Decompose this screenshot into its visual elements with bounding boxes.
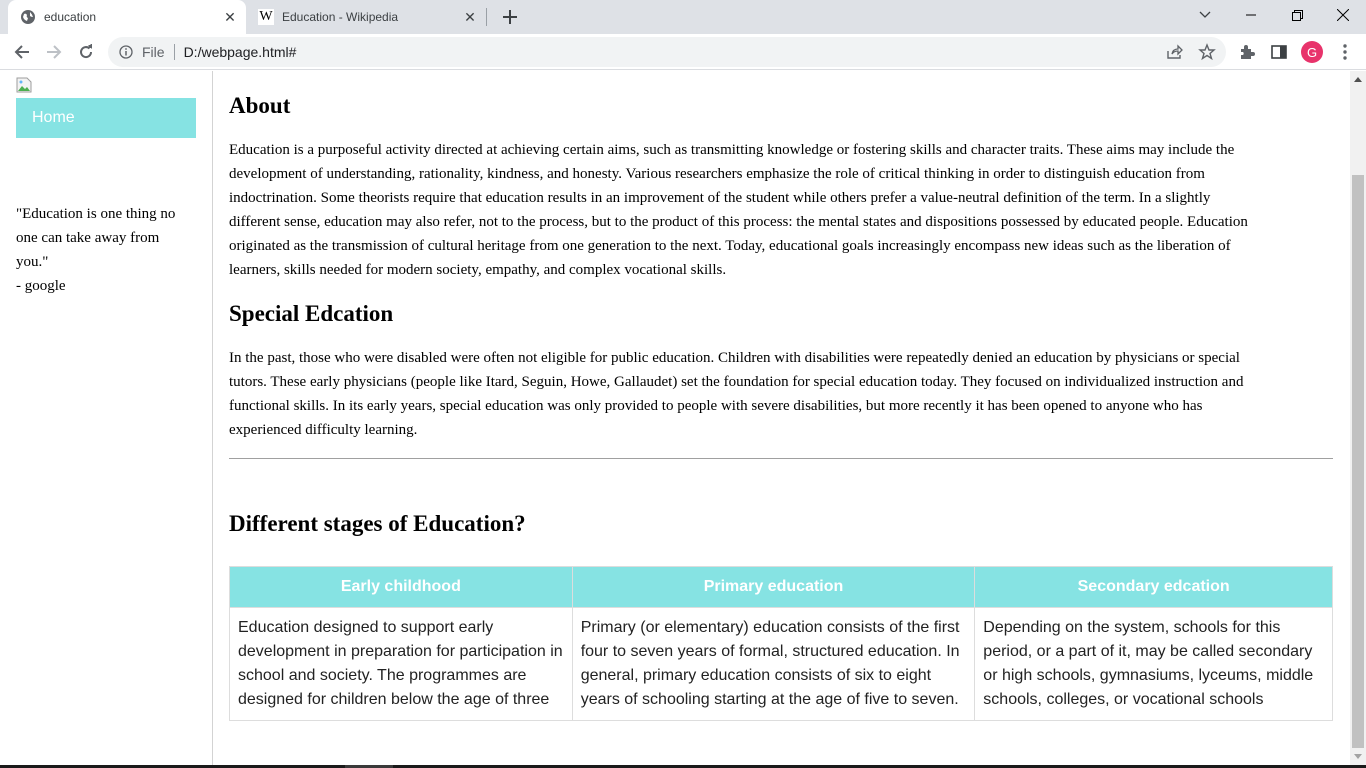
cell-line: schools, colleges, or vocational schools <box>983 691 1264 708</box>
back-button[interactable] <box>8 38 36 66</box>
stages-table <box>229 566 1333 721</box>
tab-education[interactable] <box>8 0 246 34</box>
quote-line: you." <box>16 254 49 270</box>
cell-line: designed for children below the age of three <box>238 691 550 708</box>
scheme-label: File <box>142 44 165 60</box>
text-line: functional skills. In its early years, special education was only provided to people with severe disabilities, but more recently it has been opened to anyone who has <box>229 398 1203 414</box>
table-row <box>230 608 1333 721</box>
cell-line: period, or a part of it, may be called secondary <box>983 643 1313 660</box>
profile-avatar[interactable] <box>1301 41 1323 63</box>
cell-line: general, primary education consists of six to eight <box>580 667 932 684</box>
tab-separator <box>486 8 487 26</box>
cell-line: Education designed to support early <box>238 619 494 636</box>
page-viewport <box>0 71 1350 765</box>
forward-button[interactable] <box>40 38 68 66</box>
browser-toolbar <box>0 34 1366 70</box>
cell-line: school and society. The programmes are <box>238 667 527 684</box>
text-line: indoctrination. Some theorists require that education results in an improvement of the student while others prefer a value-neutral definition of the term. In a slightly <box>229 190 1211 206</box>
text-line: tutors. These early physicians (people like Itard, Seguin, Howe, Gallaudet) set the foundation for special education today. They focused on individualized instruction and <box>229 374 1244 390</box>
text-line: experienced difficulty learning. <box>229 422 418 438</box>
address-bar[interactable] <box>108 37 1226 67</box>
wikipedia-w-icon: W <box>259 9 273 24</box>
text-line: learners, skills needed for modern society, empathy, and complex vocational skills. <box>229 262 727 278</box>
extensions-icon[interactable] <box>1235 40 1259 64</box>
info-icon[interactable] <box>118 44 134 60</box>
table-cell-early-childhood <box>230 608 573 721</box>
star-icon[interactable] <box>1198 43 1216 64</box>
vertical-scrollbar[interactable] <box>1350 71 1366 765</box>
close-icon <box>1337 9 1349 21</box>
tab-title: education <box>44 10 97 24</box>
arrow-right-icon <box>46 44 62 60</box>
quote-line: "Education is one thing no <box>16 206 176 222</box>
side-panel-icon[interactable] <box>1267 40 1291 64</box>
cell-line: Depending on the system, schools for this <box>983 619 1281 636</box>
text-line: originated as the transmission of cultural heritage from one generation to the next. Today, educational goals increasingly encompass new ideas such as the liberation of <box>229 238 1231 254</box>
close-icon[interactable]: ✕ <box>224 8 236 25</box>
sidebar-quote <box>16 202 196 298</box>
plus-icon <box>503 10 517 24</box>
scroll-up-arrow-icon[interactable] <box>1350 71 1366 88</box>
sidebar <box>0 71 213 765</box>
restore-button[interactable] <box>1274 0 1320 30</box>
close-window-button[interactable] <box>1320 0 1366 30</box>
special-education-paragraph <box>229 346 1329 442</box>
home-nav-link[interactable]: Home <box>16 98 196 138</box>
reload-button[interactable] <box>72 38 100 66</box>
globe-icon <box>20 9 36 25</box>
divider <box>174 44 175 60</box>
broken-image-icon <box>16 77 32 93</box>
about-paragraph <box>229 138 1329 282</box>
stages-heading: Different stages of Education? <box>229 511 526 536</box>
minimize-icon <box>1246 14 1256 16</box>
reload-icon <box>78 44 94 60</box>
cell-line: development in preparation for participation in <box>238 643 563 660</box>
text-line: development of understanding, rationality, kindness, and honesty. Various researchers emphasize the role of critical thinking in order to distinguish education from <box>229 166 1205 182</box>
column-header: Primary education <box>572 567 975 608</box>
restore-icon <box>1292 10 1303 21</box>
tab-title: Education - Wikipedia <box>282 10 399 24</box>
column-header: Early childhood <box>230 567 573 608</box>
cell-line: four to seven years of formal, structured education. In <box>580 643 960 660</box>
text-line: Education is a purposeful activity directed at achieving certain aims, such as transmitting knowledge or fostering skills and character traits. These aims may include the <box>229 142 1235 158</box>
special-education-heading: Special Edcation <box>229 301 394 326</box>
horizontal-rule <box>229 458 1333 459</box>
minimize-button[interactable] <box>1228 0 1274 30</box>
tab-search-button[interactable] <box>1182 0 1228 30</box>
menu-kebab-icon[interactable] <box>1333 40 1357 64</box>
table-header-row <box>230 567 1333 608</box>
about-heading: About <box>229 93 291 118</box>
profile-initial: G <box>1306 44 1318 60</box>
text-line: different sense, education may also refer, not to the process, but to the product of this process: the mental states and dispositions possessed by educated people. Education <box>229 214 1248 230</box>
cell-line: or high schools, gymnasiums, lyceums, middle <box>983 667 1314 684</box>
column-header: Secondary edcation <box>975 567 1333 608</box>
new-tab-button[interactable] <box>498 5 522 29</box>
scroll-down-arrow-icon[interactable] <box>1350 748 1366 765</box>
arrow-left-icon <box>14 44 30 60</box>
tab-wikipedia[interactable] <box>246 0 486 34</box>
url-text[interactable]: D:/webpage.html# <box>183 44 297 60</box>
table-cell-primary <box>572 608 975 721</box>
quote-attribution: - google <box>16 278 66 294</box>
share-icon[interactable] <box>1166 43 1184 64</box>
scrollbar-thumb[interactable] <box>1352 175 1364 748</box>
table-cell-secondary <box>975 608 1333 721</box>
tab-strip <box>0 0 1366 34</box>
quote-line: one can take away from <box>16 230 160 246</box>
text-line: In the past, those who were disabled were often not eligible for public education. Children with disabilities were repeatedly denied an education by physicians or special <box>229 350 1240 366</box>
cell-line: Primary (or elementary) education consists of the first <box>580 619 960 636</box>
cell-line: years of schooling starting at the age of five to seven. <box>580 691 959 708</box>
chevron-down-icon <box>1199 11 1211 19</box>
close-icon[interactable]: ✕ <box>464 8 476 25</box>
